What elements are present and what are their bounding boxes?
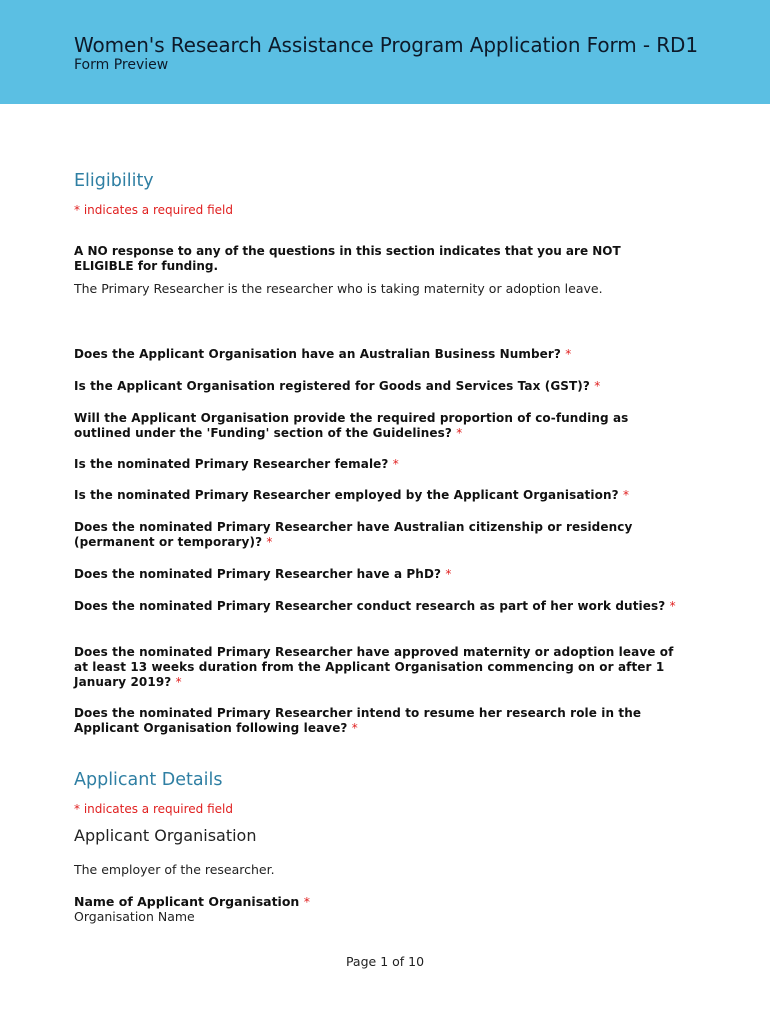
- required-marker: *: [303, 894, 310, 909]
- required-marker: *: [175, 675, 182, 689]
- applicant-details-required-note: * indicates a required field: [74, 802, 233, 816]
- eligibility-question: Will the Applicant Organisation provide the required proportion of co-funding as outlined under the 'Funding' section of the Guidelines? *: [74, 411, 629, 440]
- eligibility-question: Does the nominated Primary Researcher have a PhD? *: [74, 567, 452, 581]
- applicant-organisation-title: Applicant Organisation: [74, 826, 257, 845]
- eligibility-question: Does the Applicant Organisation have an Australian Business Number? *: [74, 347, 572, 361]
- form-title: Women's Research Assistance Program Application Form - RD1: [74, 33, 698, 57]
- eligibility-warning: A NO response to any of the questions in this section indicates that you are NOT ELIGIBLE for funding.: [74, 244, 621, 273]
- required-marker: *: [266, 535, 273, 549]
- required-marker: *: [565, 347, 572, 361]
- required-marker: *: [445, 567, 452, 581]
- eligibility-question: Does the nominated Primary Researcher conduct research as part of her work duties? *: [74, 599, 676, 613]
- required-marker: *: [669, 599, 676, 613]
- eligibility-question: Does the nominated Primary Researcher intend to resume her research role in the Applicant Organisation following leave? *: [74, 706, 642, 735]
- eligibility-question: Does the nominated Primary Researcher have Australian citizenship or residency (permanent or temporary)? *: [74, 520, 633, 549]
- required-marker: *: [351, 721, 358, 735]
- eligibility-section-title: Eligibility: [74, 171, 154, 191]
- eligibility-question: Is the Applicant Organisation registered for Goods and Services Tax (GST)? *: [74, 379, 601, 393]
- eligibility-question: Is the nominated Primary Researcher employed by the Applicant Organisation? *: [74, 488, 630, 502]
- required-marker: *: [392, 457, 399, 471]
- header-banner: [0, 0, 770, 104]
- eligibility-description: The Primary Researcher is the researcher who is taking maternity or adoption leave.: [74, 281, 603, 296]
- eligibility-question: Does the nominated Primary Researcher have approved maternity or adoption leave of at least 13 weeks duration from the Applicant Organisation commencing on or after 1 January 2019? *: [74, 645, 674, 689]
- organisation-name-sublabel: Organisation Name: [74, 909, 195, 924]
- required-marker: *: [456, 426, 463, 440]
- page-number: Page 1 of 10: [345, 954, 425, 969]
- required-marker: *: [622, 488, 630, 502]
- form-subtitle: Form Preview: [74, 57, 169, 73]
- eligibility-question: Is the nominated Primary Researcher female? *: [74, 457, 399, 471]
- eligibility-required-note: * indicates a required field: [74, 203, 233, 217]
- organisation-name-label: Name of Applicant Organisation *: [74, 894, 310, 909]
- applicant-details-section-title: Applicant Details: [74, 770, 223, 790]
- required-marker: *: [594, 379, 601, 393]
- applicant-organisation-description: The employer of the researcher.: [74, 862, 275, 877]
